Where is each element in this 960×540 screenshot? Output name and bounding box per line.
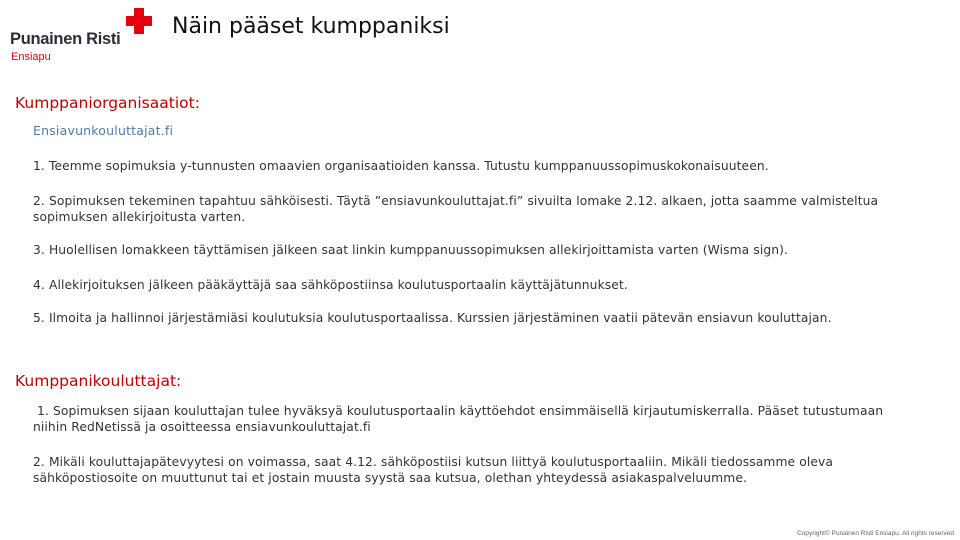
- list-item: 4. Allekirjoituksen jälkeen pääkäyttäjä saa sähköpostiinsa koulutusportaalin käyttäjätunnukset.: [33, 278, 628, 292]
- list-item: 3. Huolellisen lomakkeen täyttämisen jälkeen saat linkin kumppanuussopimuksen allekirjoittamista varten (Wisma sign).: [33, 243, 789, 257]
- section-heading-partner-organizations: Kumppaniorganisaatiot:: [15, 94, 200, 112]
- list-item: 1. Sopimuksen sijaan kouluttajan tulee hyväksyä koulutusportaalin käyttöehdot ensimmäisellä kirjautumiskerralla. Pääset tutustumaan niihin RedNetissä ja osoitteessa ensiavunkouluttajat.fi: [33, 404, 888, 434]
- list-item: 1. Teemme sopimuksia y-tunnusten omaavien organisaatioiden kanssa. Tutustu kumppanuussopimuskokonaisuuteen.: [33, 159, 769, 173]
- list-item: 5. Ilmoita ja hallinnoi järjestämiäsi koulutuksia koulutusportaalissa. Kurssien järjestäminen vaatii pätevän ensiavun kouluttajan.: [33, 311, 832, 325]
- red-cross-icon: [126, 8, 152, 34]
- section-heading-partner-trainers: Kumppanikouluttajat:: [15, 372, 182, 390]
- list-item: 2. Sopimuksen tekeminen tapahtuu sähköisesti. Täytä ”ensiavunkouluttajat.fi” sivuilta lomake 2.12. alkaen, jotta saamme valmisteltua sopimuksen allekirjoitusta varten.: [33, 194, 879, 224]
- list-item: 2. Mikäli kouluttajapätevyytesi on voimassa, saat 4.12. sähköpostiisi kutsun liittyä koulutusportaaliin. Mikäli tiedossamme oleva sähköpostiosoite on muuttunut tai et jostain muusta syystä saa kutsua, olethan yhteydessä asiakaspalveluumme.: [33, 455, 834, 485]
- page-title: Näin pääset kumppaniksi: [172, 14, 450, 39]
- logo-name: Punainen Risti: [10, 30, 121, 48]
- logo-subtitle: Ensiapu: [11, 51, 51, 63]
- ensiavunkouluttajat-link[interactable]: Ensiavunkouluttajat.fi: [33, 123, 174, 138]
- copyright-footer: Copyright© Punainen Risti Ensiapu. All rights reserved: [797, 530, 954, 537]
- logo: [10, 8, 150, 66]
